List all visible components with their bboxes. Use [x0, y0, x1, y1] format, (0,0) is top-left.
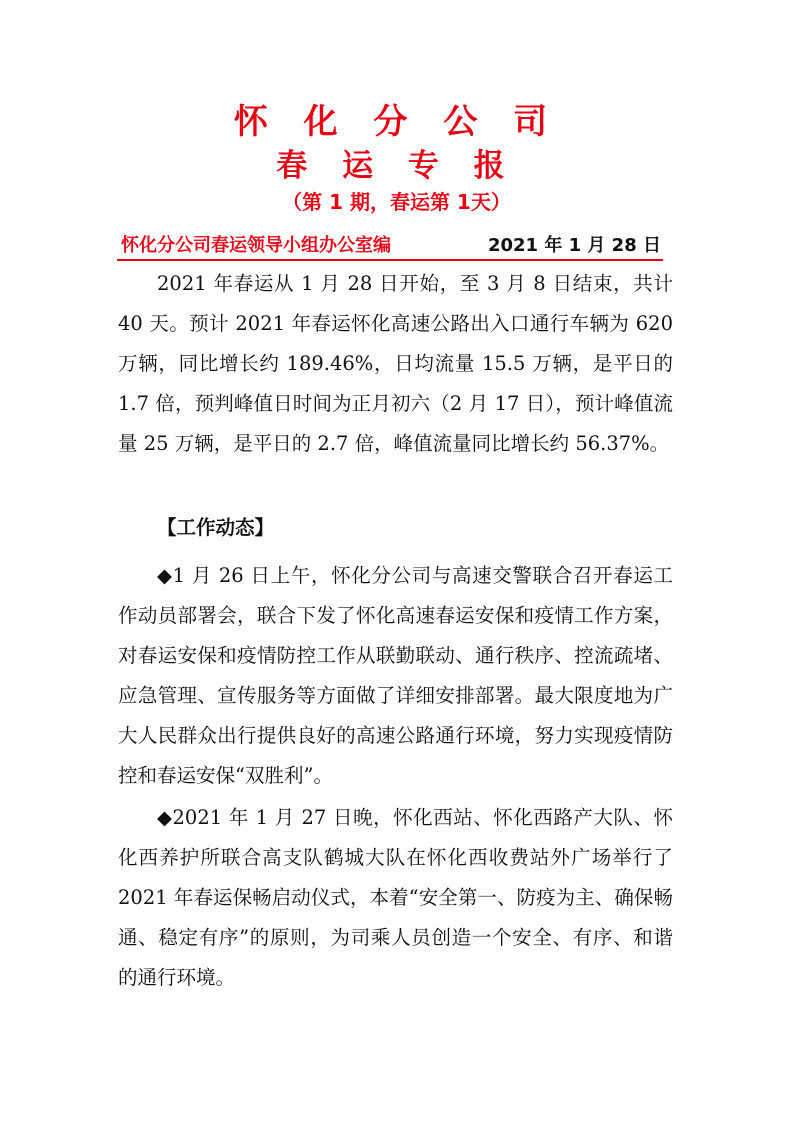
news-item-2: ◆2021 年 1 月 27 日晚，怀化西站、怀化西路产大队、怀化西养护所联合高支队鹤城大队在怀化西收费站外广场举行了 2021 年春运保畅启动仪式，本着“安全第一、防疫为主、确保畅通、稳定有序”的原则，为司乘人员创造一个安全、有序、和谐的通行环境。: [118, 806, 673, 989]
section-heading: 【工作动态】: [157, 516, 275, 539]
issue-number: （第 1 期，春运第 1天）: [282, 190, 511, 214]
red-divider: [117, 259, 663, 261]
issue-date: 2021 年 1 月 28 日: [487, 235, 661, 256]
document-title: 怀 化 分 公 司: [233, 102, 560, 142]
intro-paragraph: 2021 年春运从 1 月 28 日开始，至 3 月 8 日结束，共计 40 天。预计 2021 年春运怀化高速公路出入口通行车辆为 620 万辆，同比增长约 189.46%，日均流量 15.5 万辆，是平日的 1.7 倍，预判峰值日时间为正月初六（2 月 17 日），预计峰值流量 25 万辆，是平日的 2.7 倍，峰值流量同比增长约 56.37%。: [118, 272, 673, 455]
news-item-1: ◆1 月 26 日上午，怀化分公司与高速交警联合召开春运工作动员部署会，联合下发了怀化高速春运安保和疫情工作方案，对春运安保和疫情防控工作从联勤联动、通行秩序、控流疏堵、应急管理、宣传服务等方面做了详细安排部署。最大限度地为广大人民群众出行提供良好的高速公路通行环境，努力实现疫情防控和春运安保“双胜利”。: [118, 564, 673, 787]
editing-office: 怀化分公司春运领导小组办公室编: [121, 235, 391, 256]
masthead-bar: [121, 231, 661, 257]
document-subtitle: 春 运 专 报: [276, 148, 517, 184]
